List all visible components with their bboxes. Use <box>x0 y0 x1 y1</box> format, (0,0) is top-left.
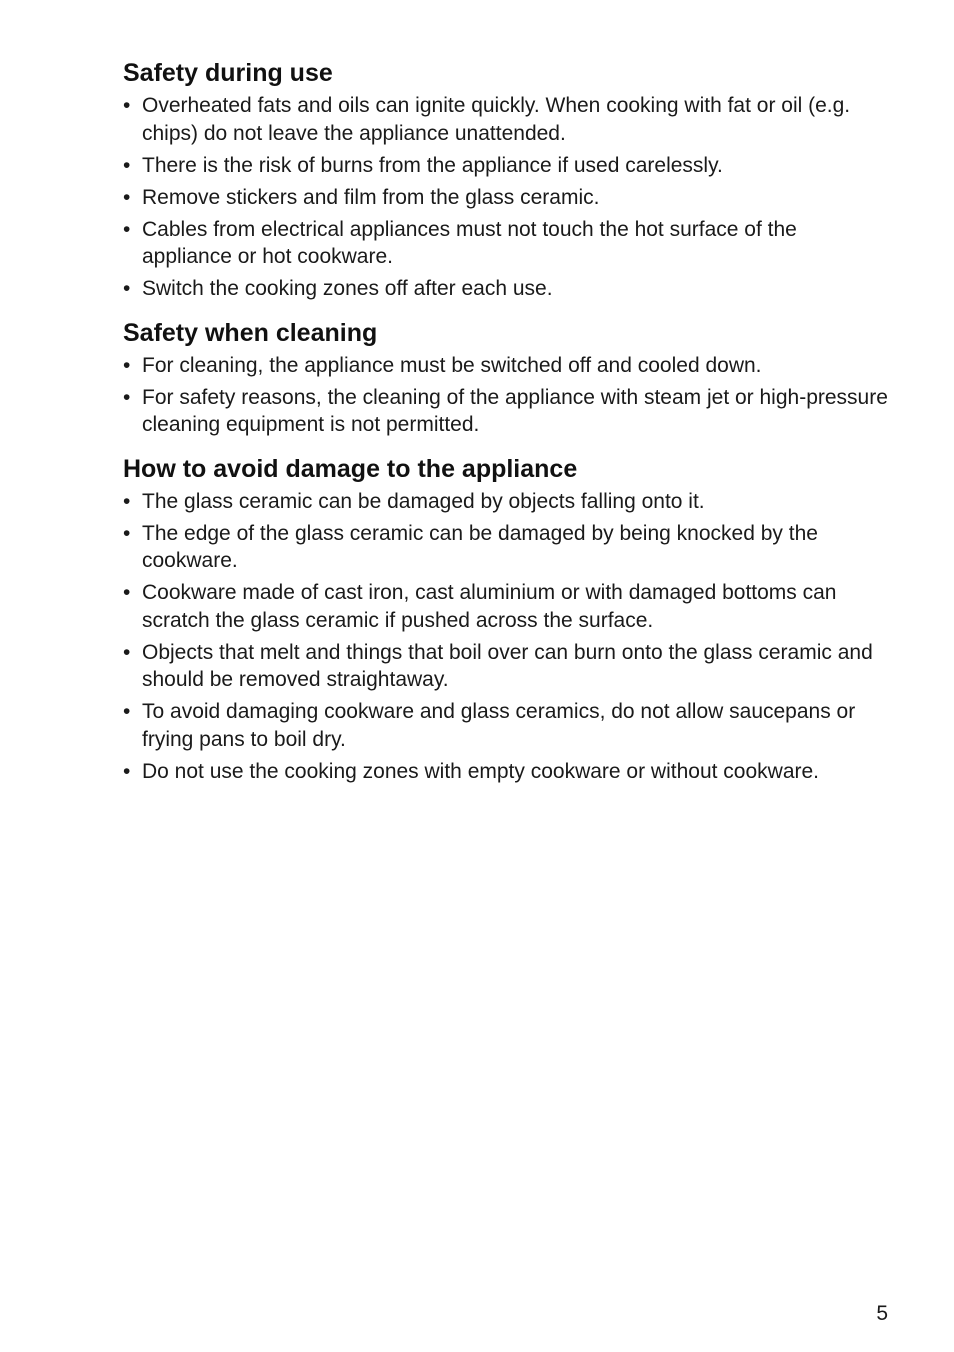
bullet-icon: • <box>123 153 131 177</box>
bullet-icon: • <box>123 277 131 300</box>
list-item-text: For safety reasons, the cleaning of the appliance with steam jet or high-pressure cleaning equipment is not permitted. <box>142 385 888 436</box>
list-item <box>123 152 891 180</box>
bullet-icon: • <box>123 385 131 409</box>
list-item-text: Cookware made of cast iron, cast aluminium or with damaged bottoms can scratch the glass ceramic if pushed across the surface. <box>142 581 837 632</box>
list-item-text: There is the risk of burns from the appliance if used carelessly. <box>142 153 723 177</box>
list-item <box>123 698 891 753</box>
page-content <box>123 57 891 785</box>
list-item-text: The glass ceramic can be damaged by objects falling onto it. <box>142 489 705 513</box>
section-heading-avoid-damage: How to avoid damage to the appliance <box>123 454 578 483</box>
list-item-text: Objects that melt and things that boil over can burn onto the glass ceramic and should be removed straightaway. <box>142 640 873 691</box>
section-heading-safety-when-cleaning: Safety when cleaning <box>123 318 378 347</box>
list-item <box>123 758 891 786</box>
bullet-icon: • <box>123 640 131 664</box>
list-item <box>123 275 891 303</box>
list-item <box>123 184 891 212</box>
list-item <box>123 216 891 271</box>
list-item <box>123 384 891 439</box>
bullet-icon: • <box>123 521 131 545</box>
list-item-text: The edge of the glass ceramic can be damaged by being knocked by the cookware. <box>142 521 818 572</box>
list-item-text: To avoid damaging cookware and glass ceramics, do not allow saucepans or frying pans to boil dry. <box>142 700 856 751</box>
page-number: 5 <box>876 1302 888 1325</box>
list-item <box>123 352 891 380</box>
list-item <box>123 520 891 575</box>
list-item <box>123 639 891 694</box>
list-item-text: Do not use the cooking zones with empty cookware or without cookware. <box>142 759 820 783</box>
bullet-icon: • <box>123 217 131 241</box>
bullet-icon: • <box>123 581 131 604</box>
safety-when-cleaning-list <box>123 352 891 439</box>
list-item-text: Cables from electrical appliances must not touch the hot surface of the appliance or hot cookware. <box>142 217 797 268</box>
list-item <box>123 488 891 516</box>
bullet-icon: • <box>123 353 131 377</box>
safety-during-use-list <box>123 92 891 303</box>
list-item-text: Switch the cooking zones off after each use. <box>142 277 553 300</box>
avoid-damage-list <box>123 488 891 786</box>
bullet-icon: • <box>123 489 131 513</box>
list-item <box>123 92 891 147</box>
list-item-text: For cleaning, the appliance must be switched off and cooled down. <box>142 353 762 377</box>
list-item-text: Overheated fats and oils can ignite quickly. When cooking with fat or oil (e.g. chips) do not leave the appliance unattended. <box>142 94 851 145</box>
bullet-icon: • <box>123 700 131 723</box>
bullet-icon: • <box>123 759 131 783</box>
bullet-icon: • <box>123 94 131 117</box>
bullet-icon: • <box>123 185 131 209</box>
section-heading-safety-during-use: Safety during use <box>123 59 333 87</box>
list-item-text: Remove stickers and film from the glass ceramic. <box>142 185 600 209</box>
list-item <box>123 579 891 634</box>
